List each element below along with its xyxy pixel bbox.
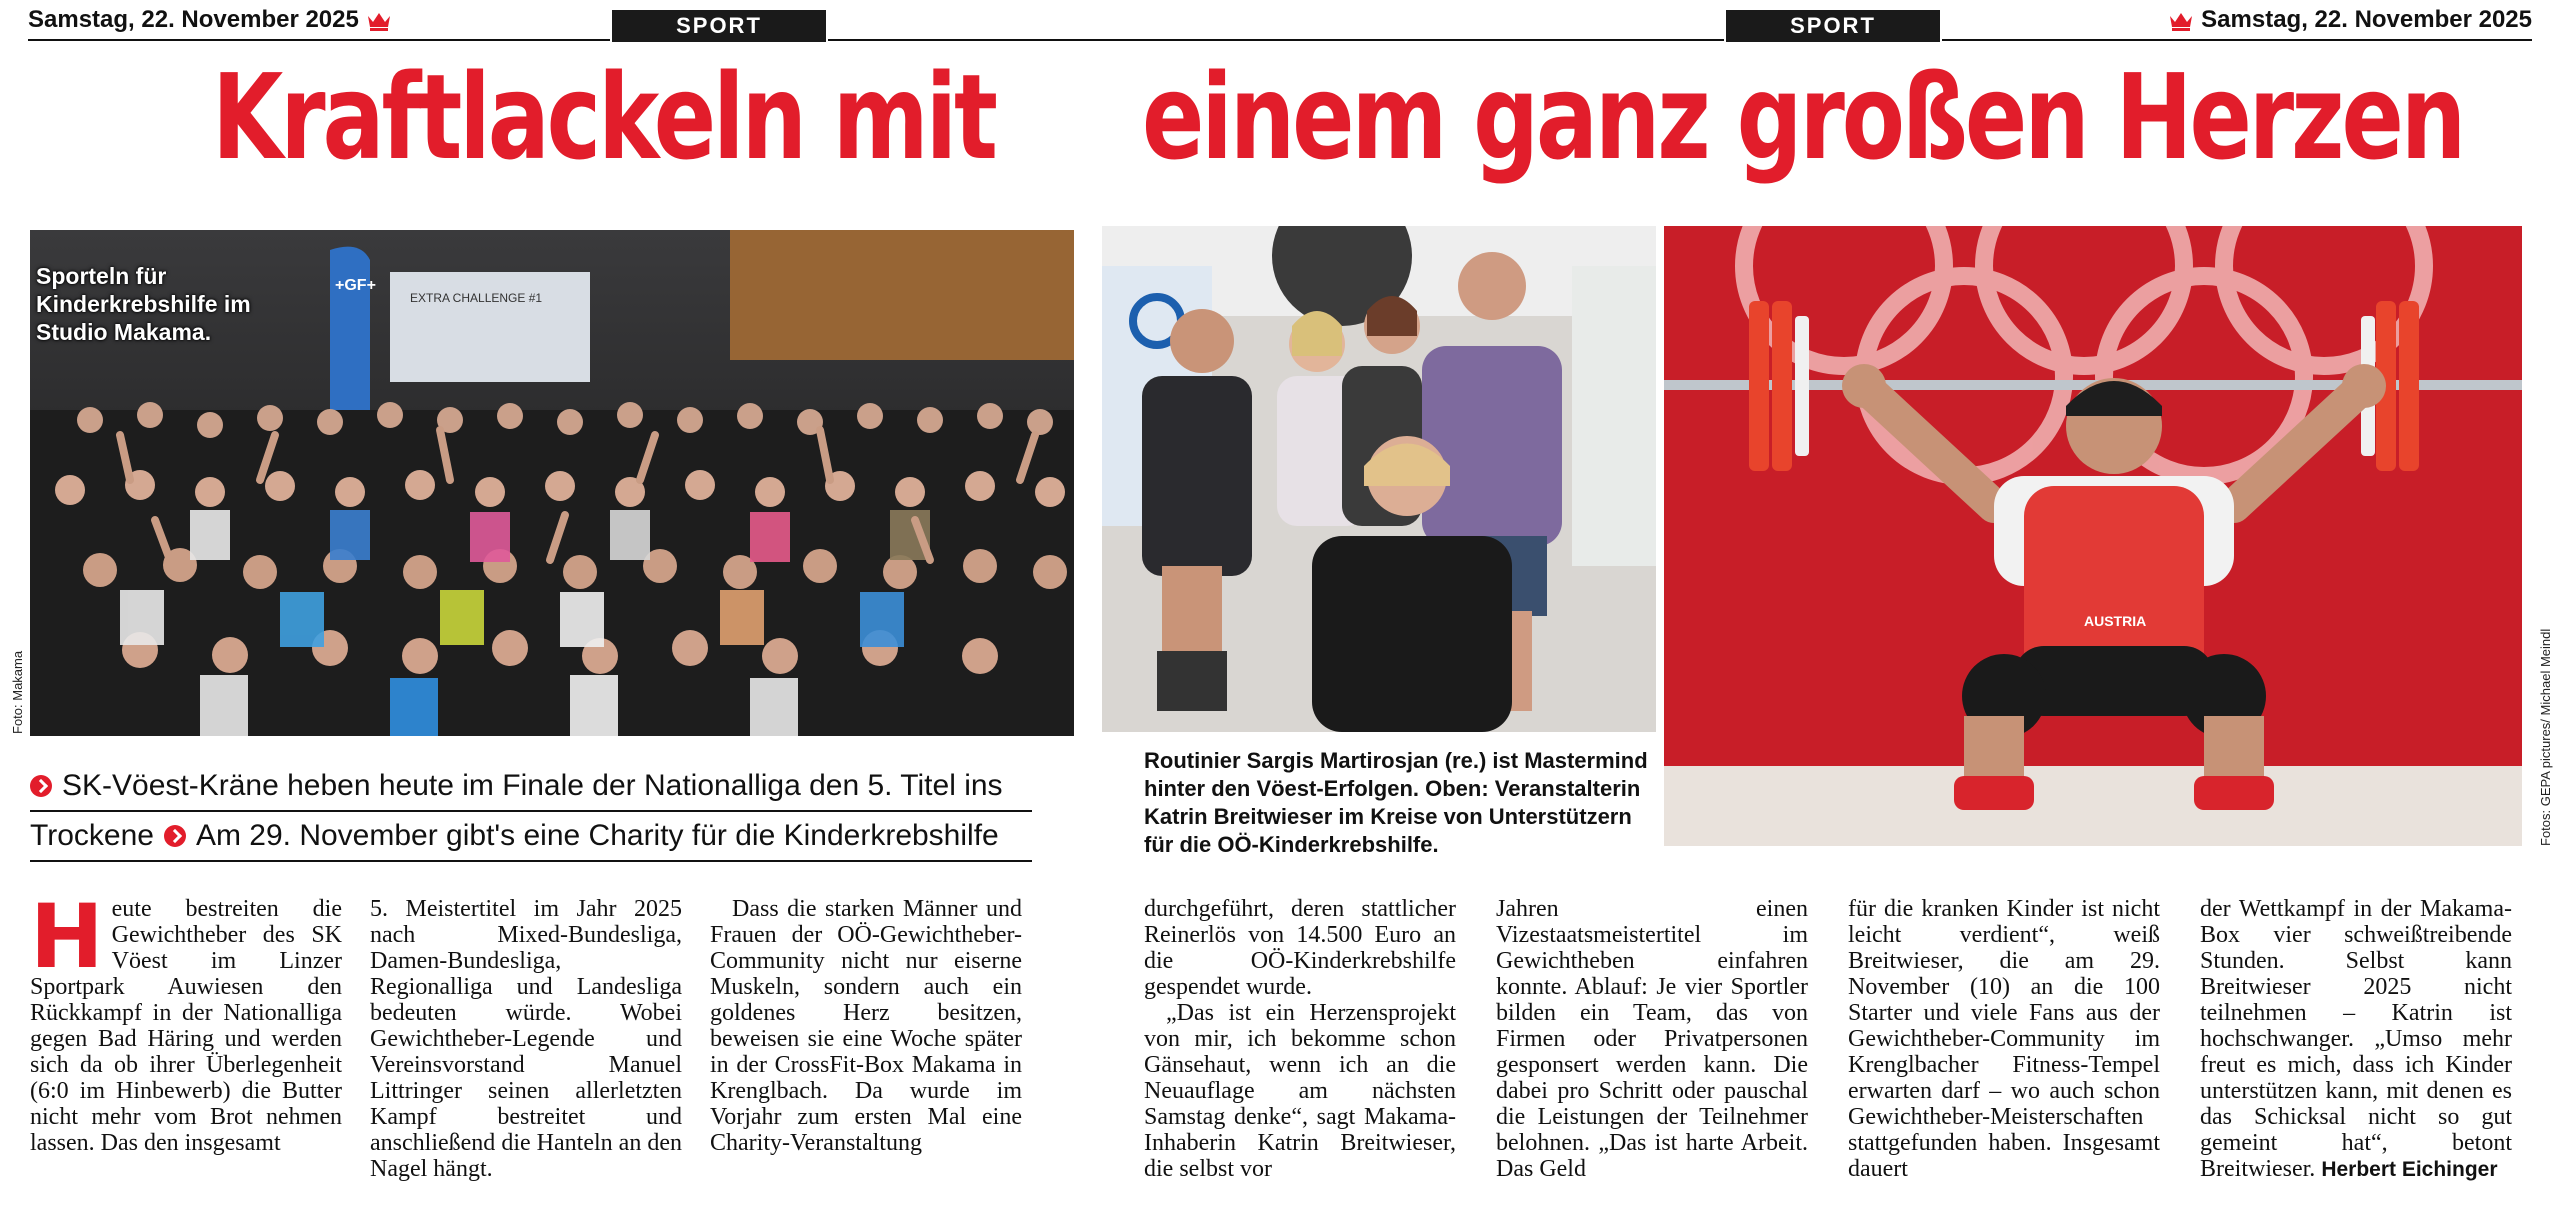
article-text-2: 5. Meistertitel im Jahr 2025 nach Mixed-Bundesliga, Damen-Bundesliga, Regionalliga und Landesliga bedeuten würde. Wobei Gewichtheber-Legende und Vereinsvorstand Manuel Littringer seinen allerletzten Kampf bestreitet und anschließend die Hanteln an den Nagel hängt. — [370, 896, 682, 1182]
article-text-1: eute bestreiten die Gewichtheber des SK Vöest im Linzer Sportpark Auwiesen den Rückkampf in der Nationalliga gegen Bad Häring und werden sich da ob ihrer Überlegenheit (6:0 im Hinbewerb) die Butter nicht mehr vom Brot nehmen lassen. Das den insgesamt — [30, 896, 342, 1156]
article-column-4 — [1144, 896, 1456, 1208]
article-column-6 — [1848, 896, 2160, 1208]
article-column-1 — [30, 896, 342, 1208]
photo-weightlifter — [1664, 226, 2522, 846]
subhead-text-1: SK-Vöest-Kräne heben heute im Finale der Nationalliga den 5. Titel ins — [62, 769, 1003, 802]
singlet-text: AUSTRIA — [2084, 613, 2147, 629]
article-text-4b: „Das ist ein Herzensprojekt von mir, ich bekomme schon Gänsehaut, wenn ich an die Neuauflage am nächsten Samstag denke“, sagt Makama-Inhaberin Katrin Breitwieser, die selbst vor — [1144, 1000, 1456, 1182]
article-column-5 — [1496, 896, 1808, 1208]
photo1-credit: Foto: Makama — [10, 650, 25, 734]
headline-part-1: Kraftlackeln mit — [212, 48, 995, 186]
subhead-text-2a: Trockene — [30, 819, 154, 852]
author-byline: Herbert Eichinger — [2321, 1158, 2498, 1181]
photo2-caption: Routinier Sargis Martirosjan (re.) ist Mastermind hinter den Vöest-Erfolgen. Oben: Veranstalterin Katrin Breitwieser im Kreise von Unterstützern für die OÖ-Kinderkrebshilfe. — [1144, 748, 1648, 857]
date-left-text: Samstag, 22. November 2025 — [28, 6, 359, 33]
article-column-7 — [2200, 896, 2512, 1208]
date-left — [28, 6, 392, 34]
photo3-credit: Fotos: GEPA pictures/ Michael Meindl — [2538, 628, 2553, 846]
subhead-line-1 — [30, 762, 1032, 812]
article-text-3: Dass die starken Männer und Frauen der OÖ-Gewichtheber-Community nicht nur eiserne Muskeln, sondern auch ein goldenes Herz besitzen, beweisen sie eine Woche später in der CrossFit-Box Makama in Krenglbach. Da wurde im Vorjahr zum ersten Mal eine Charity-Veranstaltung — [710, 896, 1022, 1156]
section-tag-right: SPORT — [1726, 10, 1940, 42]
top-rule-left-a — [28, 39, 610, 41]
crown-icon — [2168, 11, 2194, 31]
crowd-people — [30, 402, 1074, 736]
gym-flag-text: +GF+ — [335, 277, 376, 294]
subhead-line-2 — [30, 812, 1032, 862]
gym-screen-text: EXTRA CHALLENGE #1 — [410, 291, 543, 305]
top-rule-middle — [828, 39, 1724, 41]
article-text-6: für die kranken Kinder ist nicht leicht verdient“, weiß Breitwieser, die am 29. November (10) an die 100 Starter und viele Fans aus der Gewichtheber-Community im Krenglbacher Fitness-Tempel erwarten darf – wo auch schon Gewichtheber-Meisterschaften stattgefunden haben. Insgesamt dauert — [1848, 896, 2160, 1182]
photo-four-people — [1102, 226, 1656, 732]
bullet-arrow-icon — [164, 825, 186, 847]
article-text-7 — [2200, 896, 2512, 1183]
date-right-text: Samstag, 22. November 2025 — [2201, 6, 2532, 33]
article-text-7-body: der Wettkampf in der Makama-Box vier schweißtreibende Stunden. Selbst kann Breitwieser 2025 nicht teilnehmen – Katrin ist hochschwanger. „Umso mehr freut es mich, dass ich Kinder unterstützen kann, mit denen es das Schicksal nicht so gut gemeint hat“, betont Breitwieser. — [2200, 896, 2512, 1182]
headline-part-2: einem ganz großen Herzen — [1142, 48, 2464, 186]
article-text-5: Jahren einen Vizestaatsmeistertitel im Gewichtheben einfahren konnte. Ablauf: Je vier Sportler bilden ein Team, das von Firmen oder Privatpersonen gesponsert werden kann. Die dabei pro Schritt oder pauschal die Leistungen der Teilnehmer belohnen. „Das ist harte Arbeit. Das Geld — [1496, 896, 1808, 1182]
drop-cap: H — [30, 896, 104, 988]
top-rule-right — [1942, 39, 2532, 41]
bullet-arrow-icon — [30, 775, 52, 797]
subhead — [30, 762, 1032, 862]
article-column-2 — [370, 896, 682, 1208]
article-text-4: durchgeführt, deren stattlicher Reinerlös von 14.500 Euro an die OÖ-Kinderkrebshilfe gespendet wurde. — [1144, 896, 1456, 1000]
photo1-overlay-caption: Sporteln für Kinderkrebshilfe im Studio Makama. — [36, 263, 251, 345]
date-right — [2168, 6, 2532, 34]
section-tag-left: SPORT — [612, 10, 826, 42]
article-column-3 — [710, 896, 1022, 1208]
subhead-text-2b: Am 29. November gibt's eine Charity für die Kinderkrebshilfe — [195, 819, 999, 852]
crown-icon — [366, 11, 392, 31]
